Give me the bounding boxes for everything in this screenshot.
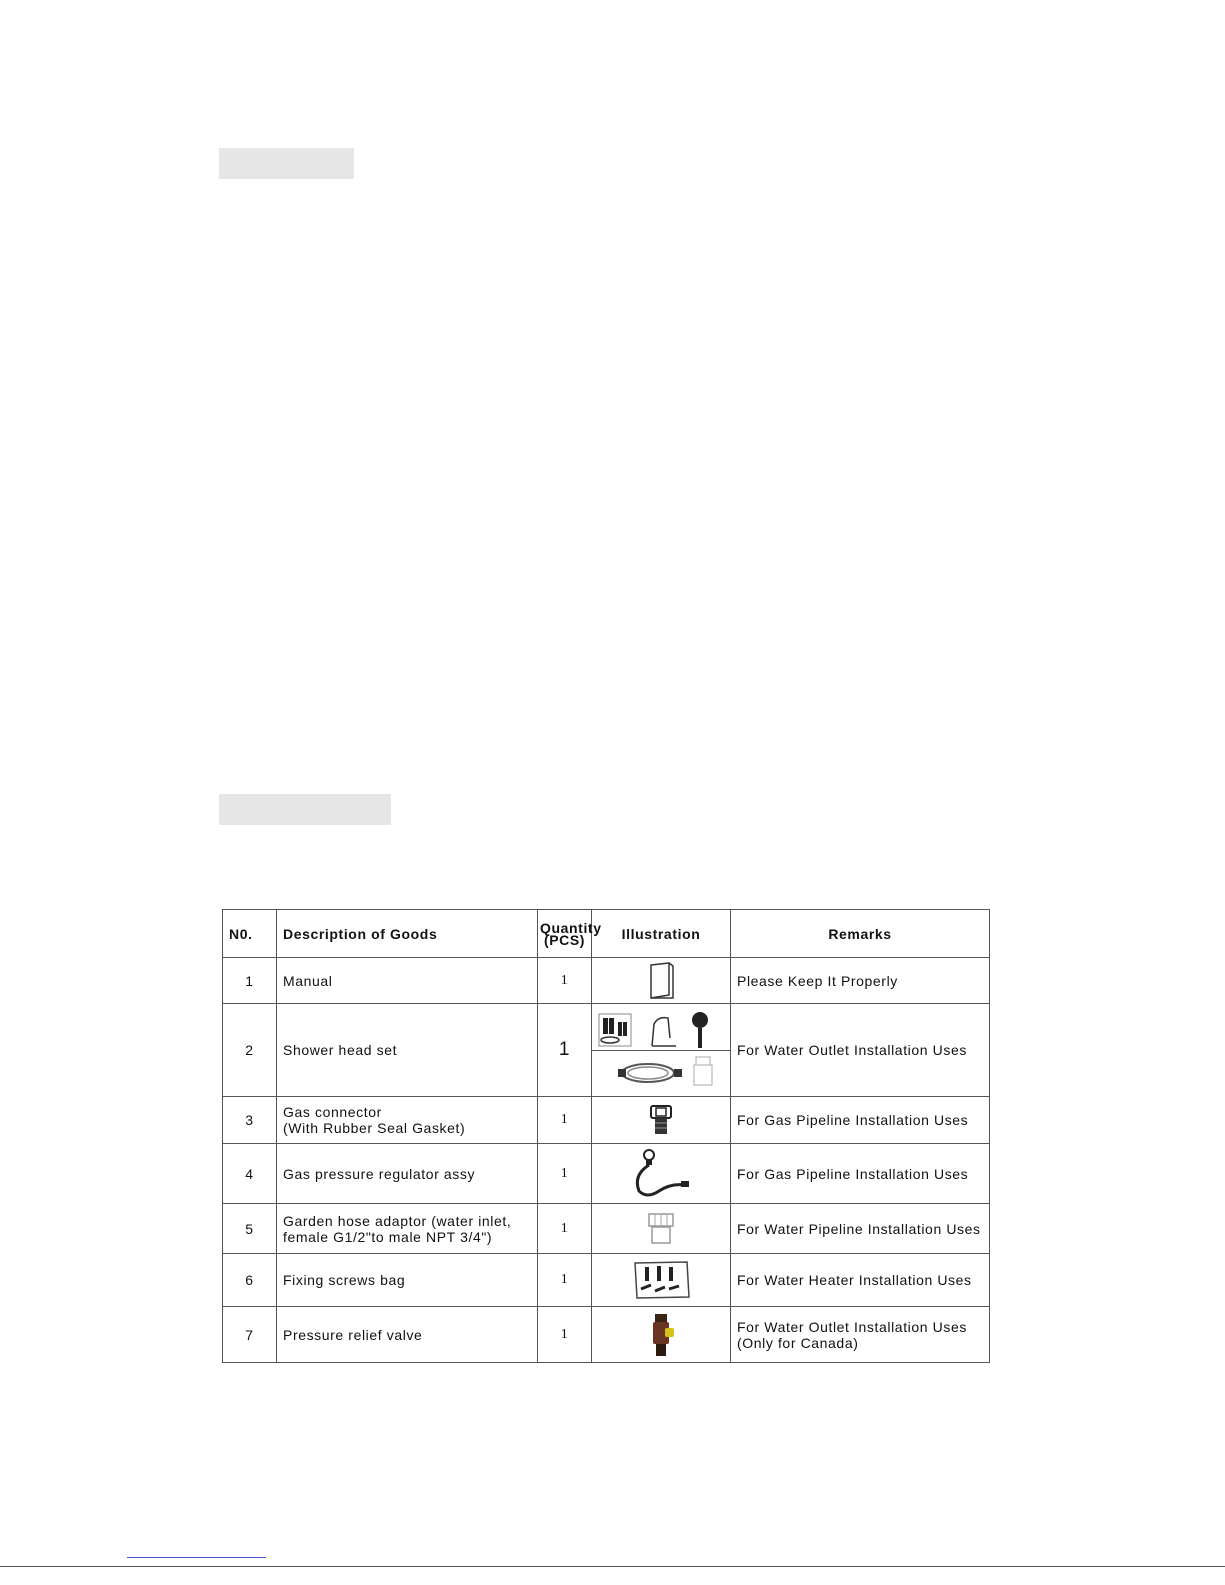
row-quantity: 1 bbox=[538, 1307, 592, 1363]
row-quantity: 1 bbox=[538, 1004, 592, 1097]
header-illustration: Illustration bbox=[592, 910, 731, 958]
row-number: 3 bbox=[223, 1097, 277, 1144]
header-no: N0. bbox=[223, 910, 277, 958]
row-remarks bbox=[731, 1307, 990, 1363]
header-description: Description of Goods bbox=[277, 910, 538, 958]
table-row bbox=[223, 1097, 990, 1144]
gas-regulator-icon bbox=[631, 1147, 691, 1201]
row-description bbox=[277, 1204, 538, 1254]
header-quantity-label: Quantity bbox=[540, 919, 602, 936]
row-remarks: For Water Heater Installation Uses bbox=[731, 1254, 990, 1307]
footer-link-underline[interactable] bbox=[127, 1557, 266, 1558]
row-remarks-line2: (Only for Canada) bbox=[737, 1334, 859, 1351]
table-row bbox=[223, 958, 990, 1004]
shower-parts-bottom bbox=[592, 1051, 730, 1091]
row-number: 4 bbox=[223, 1144, 277, 1204]
row-remarks: For Gas Pipeline Installation Uses bbox=[731, 1097, 990, 1144]
row-quantity: 1 bbox=[538, 958, 592, 1004]
section-heading-placeholder-1 bbox=[219, 148, 354, 179]
table-row bbox=[223, 1004, 990, 1097]
row-description-line1: Garden hose adaptor (water inlet, bbox=[283, 1212, 512, 1229]
row-illustration bbox=[592, 1204, 731, 1254]
row-description: Shower head set bbox=[277, 1004, 538, 1097]
row-illustration bbox=[592, 1307, 731, 1363]
row-illustration bbox=[592, 1254, 731, 1307]
shower-parts-top bbox=[592, 1010, 730, 1051]
row-description: Gas pressure regulator assy bbox=[277, 1144, 538, 1204]
row-illustration bbox=[592, 1144, 731, 1204]
row-description: Manual bbox=[277, 958, 538, 1004]
row-remarks: For Gas Pipeline Installation Uses bbox=[731, 1144, 990, 1204]
row-quantity: 1 bbox=[538, 1204, 592, 1254]
hose-adaptor-icon bbox=[644, 1211, 678, 1247]
relief-valve-icon bbox=[646, 1312, 676, 1358]
table-row bbox=[223, 1144, 990, 1204]
section-heading-placeholder-2 bbox=[219, 794, 391, 825]
row-description-line2: (With Rubber Seal Gasket) bbox=[283, 1120, 466, 1136]
row-quantity: 1 bbox=[538, 1097, 592, 1144]
row-description bbox=[277, 1097, 538, 1144]
row-illustration bbox=[592, 1004, 731, 1097]
table-row bbox=[223, 1254, 990, 1307]
row-remarks: For Water Outlet Installation Uses bbox=[731, 1004, 990, 1097]
row-remarks: For Water Pipeline Installation Uses bbox=[731, 1204, 990, 1254]
row-illustration bbox=[592, 958, 731, 1004]
header-quantity-unit: (PCS) bbox=[543, 931, 586, 948]
row-description-line1: Gas connector bbox=[283, 1104, 382, 1120]
row-quantity: 1 bbox=[538, 1144, 592, 1204]
table-row bbox=[223, 1307, 990, 1363]
header-remarks: Remarks bbox=[731, 910, 990, 958]
row-remarks-line1: For Water Outlet Installation Uses bbox=[737, 1318, 967, 1335]
row-number: 6 bbox=[223, 1254, 277, 1307]
accessories-table bbox=[222, 909, 990, 1363]
row-number: 7 bbox=[223, 1307, 277, 1363]
row-quantity: 1 bbox=[538, 1254, 592, 1307]
table-row bbox=[223, 1204, 990, 1254]
header-quantity bbox=[538, 910, 602, 958]
row-description: Pressure relief valve bbox=[277, 1307, 538, 1363]
gas-connector-icon bbox=[646, 1103, 676, 1137]
table-header-row bbox=[223, 910, 990, 958]
shower-head-set-icon bbox=[592, 1010, 730, 1091]
row-number: 2 bbox=[223, 1004, 277, 1097]
row-remarks: Please Keep It Properly bbox=[731, 958, 990, 1004]
row-number: 5 bbox=[223, 1204, 277, 1254]
screws-bag-icon bbox=[631, 1259, 691, 1301]
row-description: Fixing screws bag bbox=[277, 1254, 538, 1307]
row-number: 1 bbox=[223, 958, 277, 1004]
row-illustration bbox=[592, 1097, 731, 1144]
footer-divider bbox=[0, 1566, 1225, 1567]
row-description-line2: female G1/2"to male NPT 3/4") bbox=[283, 1228, 493, 1245]
manual-icon bbox=[643, 961, 679, 1001]
